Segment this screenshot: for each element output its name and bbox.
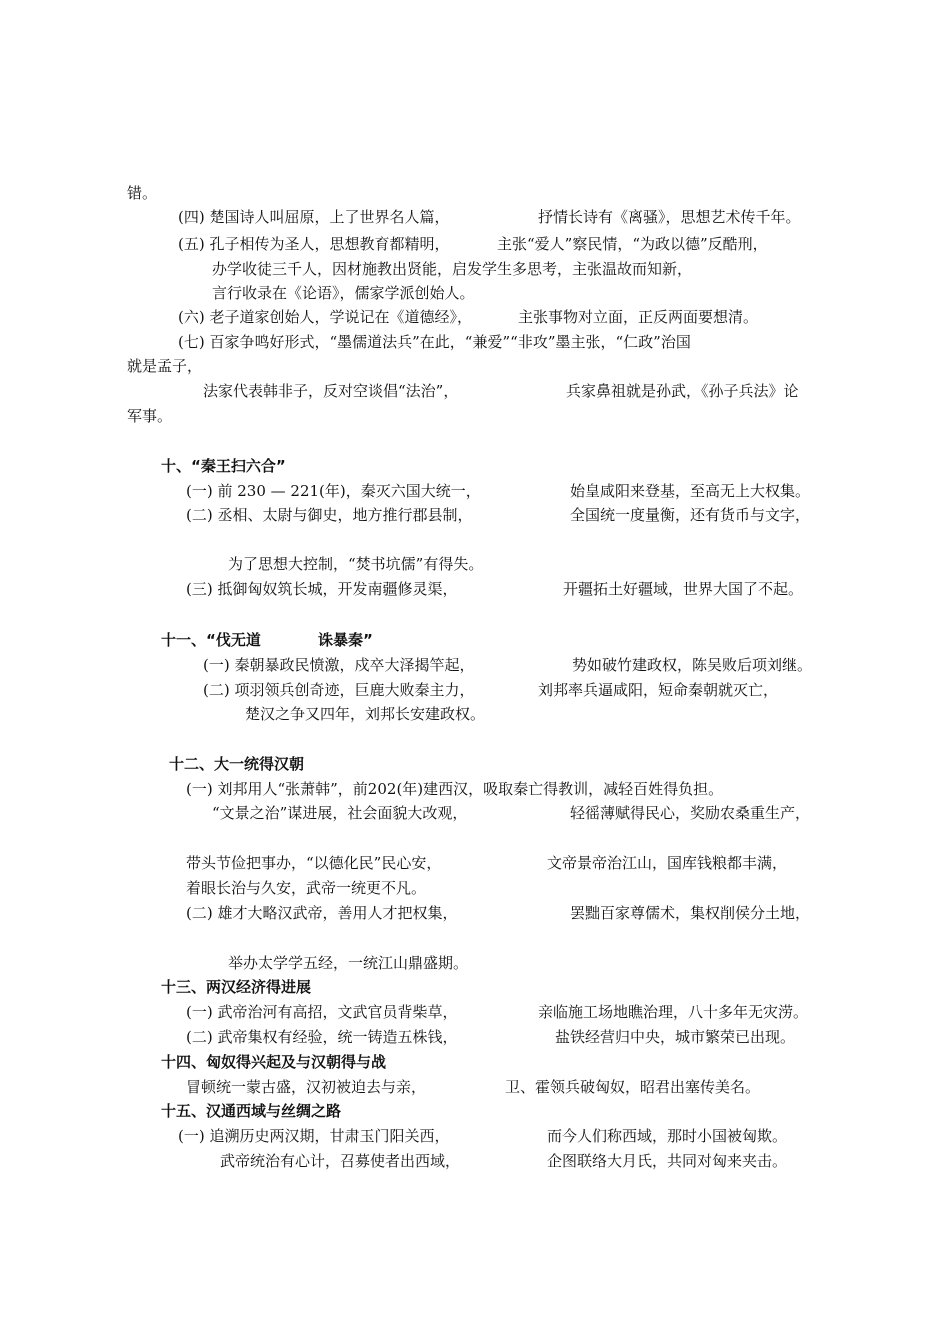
section-heading: 十四、匈奴得兴起及与汉朝得与战 — [161, 1053, 387, 1071]
text-line: 为了思想大控制，“焚书坑儒”有得失。 — [228, 555, 484, 573]
text-line: 全国统一度量衡，还有货币与文字， — [570, 506, 811, 524]
text-line: 开疆拓土好疆域，世界大国了不起。 — [563, 580, 804, 598]
text-line: 势如破竹建政权，陈吴败后项刘继。 — [572, 656, 813, 674]
text-line: 楚汉之争又四年，刘邦长安建政权。 — [245, 705, 486, 723]
text-line: 刘邦率兵逼咸阳，短命秦朝就灭亡， — [538, 681, 779, 699]
section-heading: 十一、“伐无道 — [161, 631, 261, 649]
text-line: 就是孟子， — [127, 357, 203, 375]
text-line: 法家代表韩非子，反对空谈倡“法治”， — [203, 382, 459, 400]
text-line: (三) 抵御匈奴筑长城，开发南疆修灵渠， — [186, 580, 458, 598]
text-line: 举办太学学五经，一统江山鼎盛期。 — [228, 954, 469, 972]
section-heading: 十二、大一统得汉朝 — [169, 755, 305, 773]
text-line: 轻徭薄赋得民心，奖励农桑重生产， — [570, 804, 811, 822]
section-heading: 十三、两汉经济得进展 — [161, 978, 312, 996]
text-line: 言行收录在《论语》，儒家学派创始人。 — [212, 284, 475, 302]
section-heading: 十五、汉通西域与丝绸之路 — [161, 1102, 342, 1120]
text-line: (二) 武帝集权有经验，统一铸造五株钱， — [186, 1028, 458, 1046]
text-line: (二) 雄才大略汉武帝，善用人才把权集， — [186, 904, 458, 922]
text-line: 而今人们称西域，那时小国被匈欺。 — [547, 1127, 788, 1145]
text-line: (七) 百家争鸣好形式，“墨儒道法兵”在此，“兼爱”“非攻”墨主张，“仁政”治国 — [178, 333, 691, 351]
text-line: (二) 丞相、太尉与御史，地方推行郡县制， — [186, 506, 473, 524]
section-heading-cont: 诛暴秦” — [318, 631, 373, 649]
text-line: (四) 楚国诗人叫屈原，上了世界名人篇， — [178, 208, 450, 226]
text-line: 办学收徒三千人，因材施教出贤能，启发学生多思考，主张温故而知新， — [212, 260, 693, 278]
text-line: 冒顿统一蒙古盛，汉初被迫去与亲， — [186, 1078, 427, 1096]
text-line: 武帝统治有心计，召募使者出西域， — [220, 1152, 461, 1170]
text-line: 带头节俭把事办，“以德化民”民心安， — [186, 854, 442, 872]
text-line: 兵家鼻祖就是孙武，《孙子兵法》论 — [566, 382, 799, 400]
text-line: (一) 武帝治河有高招，文武官员背柴草， — [186, 1003, 458, 1021]
section-heading: 十、“秦王扫六合” — [161, 457, 286, 475]
text-line: 企图联络大月氏，共同对匈来夹击。 — [547, 1152, 788, 1170]
text-line: (五) 孔子相传为圣人，思想教育都精明， — [178, 235, 450, 253]
text-line: 盐铁经营归中央，城市繁荣已出现。 — [555, 1028, 796, 1046]
text-line: 罢黜百家尊儒术，集权削侯分土地， — [570, 904, 811, 922]
text-line: 错。 — [127, 184, 158, 202]
text-line: (一) 刘邦用人“张萧韩”，前202(年)建西汉，吸取秦亡得教训，减轻百姓得负担。 — [186, 780, 724, 798]
text-line: “文景之治”谋进展，社会面貌大改观， — [212, 804, 468, 822]
text-line: 主张事物对立面，正反两面要想清。 — [518, 308, 759, 326]
text-line: (一) 前 230 — 221(年)，秦灭六国大统一， — [186, 482, 481, 500]
text-line: 始皇咸阳来登基，至高无上大权集。 — [570, 482, 811, 500]
text-line: 亲临施工场地瞧治理，八十多年无灾涝。 — [538, 1003, 809, 1021]
text-line: (六) 老子道家创始人，学说记在《道德经》， — [178, 308, 472, 326]
text-line: 军事。 — [127, 407, 173, 425]
text-line: 主张“爱人”察民情，“为政以德”反酷刑， — [497, 235, 768, 253]
text-line: 着眼长治与久安，武帝一统更不凡。 — [186, 879, 427, 897]
text-line: 抒情长诗有《离骚》，思想艺术传千年。 — [538, 208, 801, 226]
text-line: 文帝景帝治江山，国库钱粮都丰满， — [547, 854, 788, 872]
text-line: (一) 秦朝暴政民愤激，戍卒大泽揭竿起， — [203, 656, 475, 674]
text-line: 卫、霍领兵破匈奴，昭君出塞传美名。 — [505, 1078, 761, 1096]
text-line: (二) 项羽领兵创奇迹，巨鹿大败秦主力， — [203, 681, 475, 699]
text-line: (一) 追溯历史两汉期，甘肃玉门阳关西， — [178, 1127, 450, 1145]
